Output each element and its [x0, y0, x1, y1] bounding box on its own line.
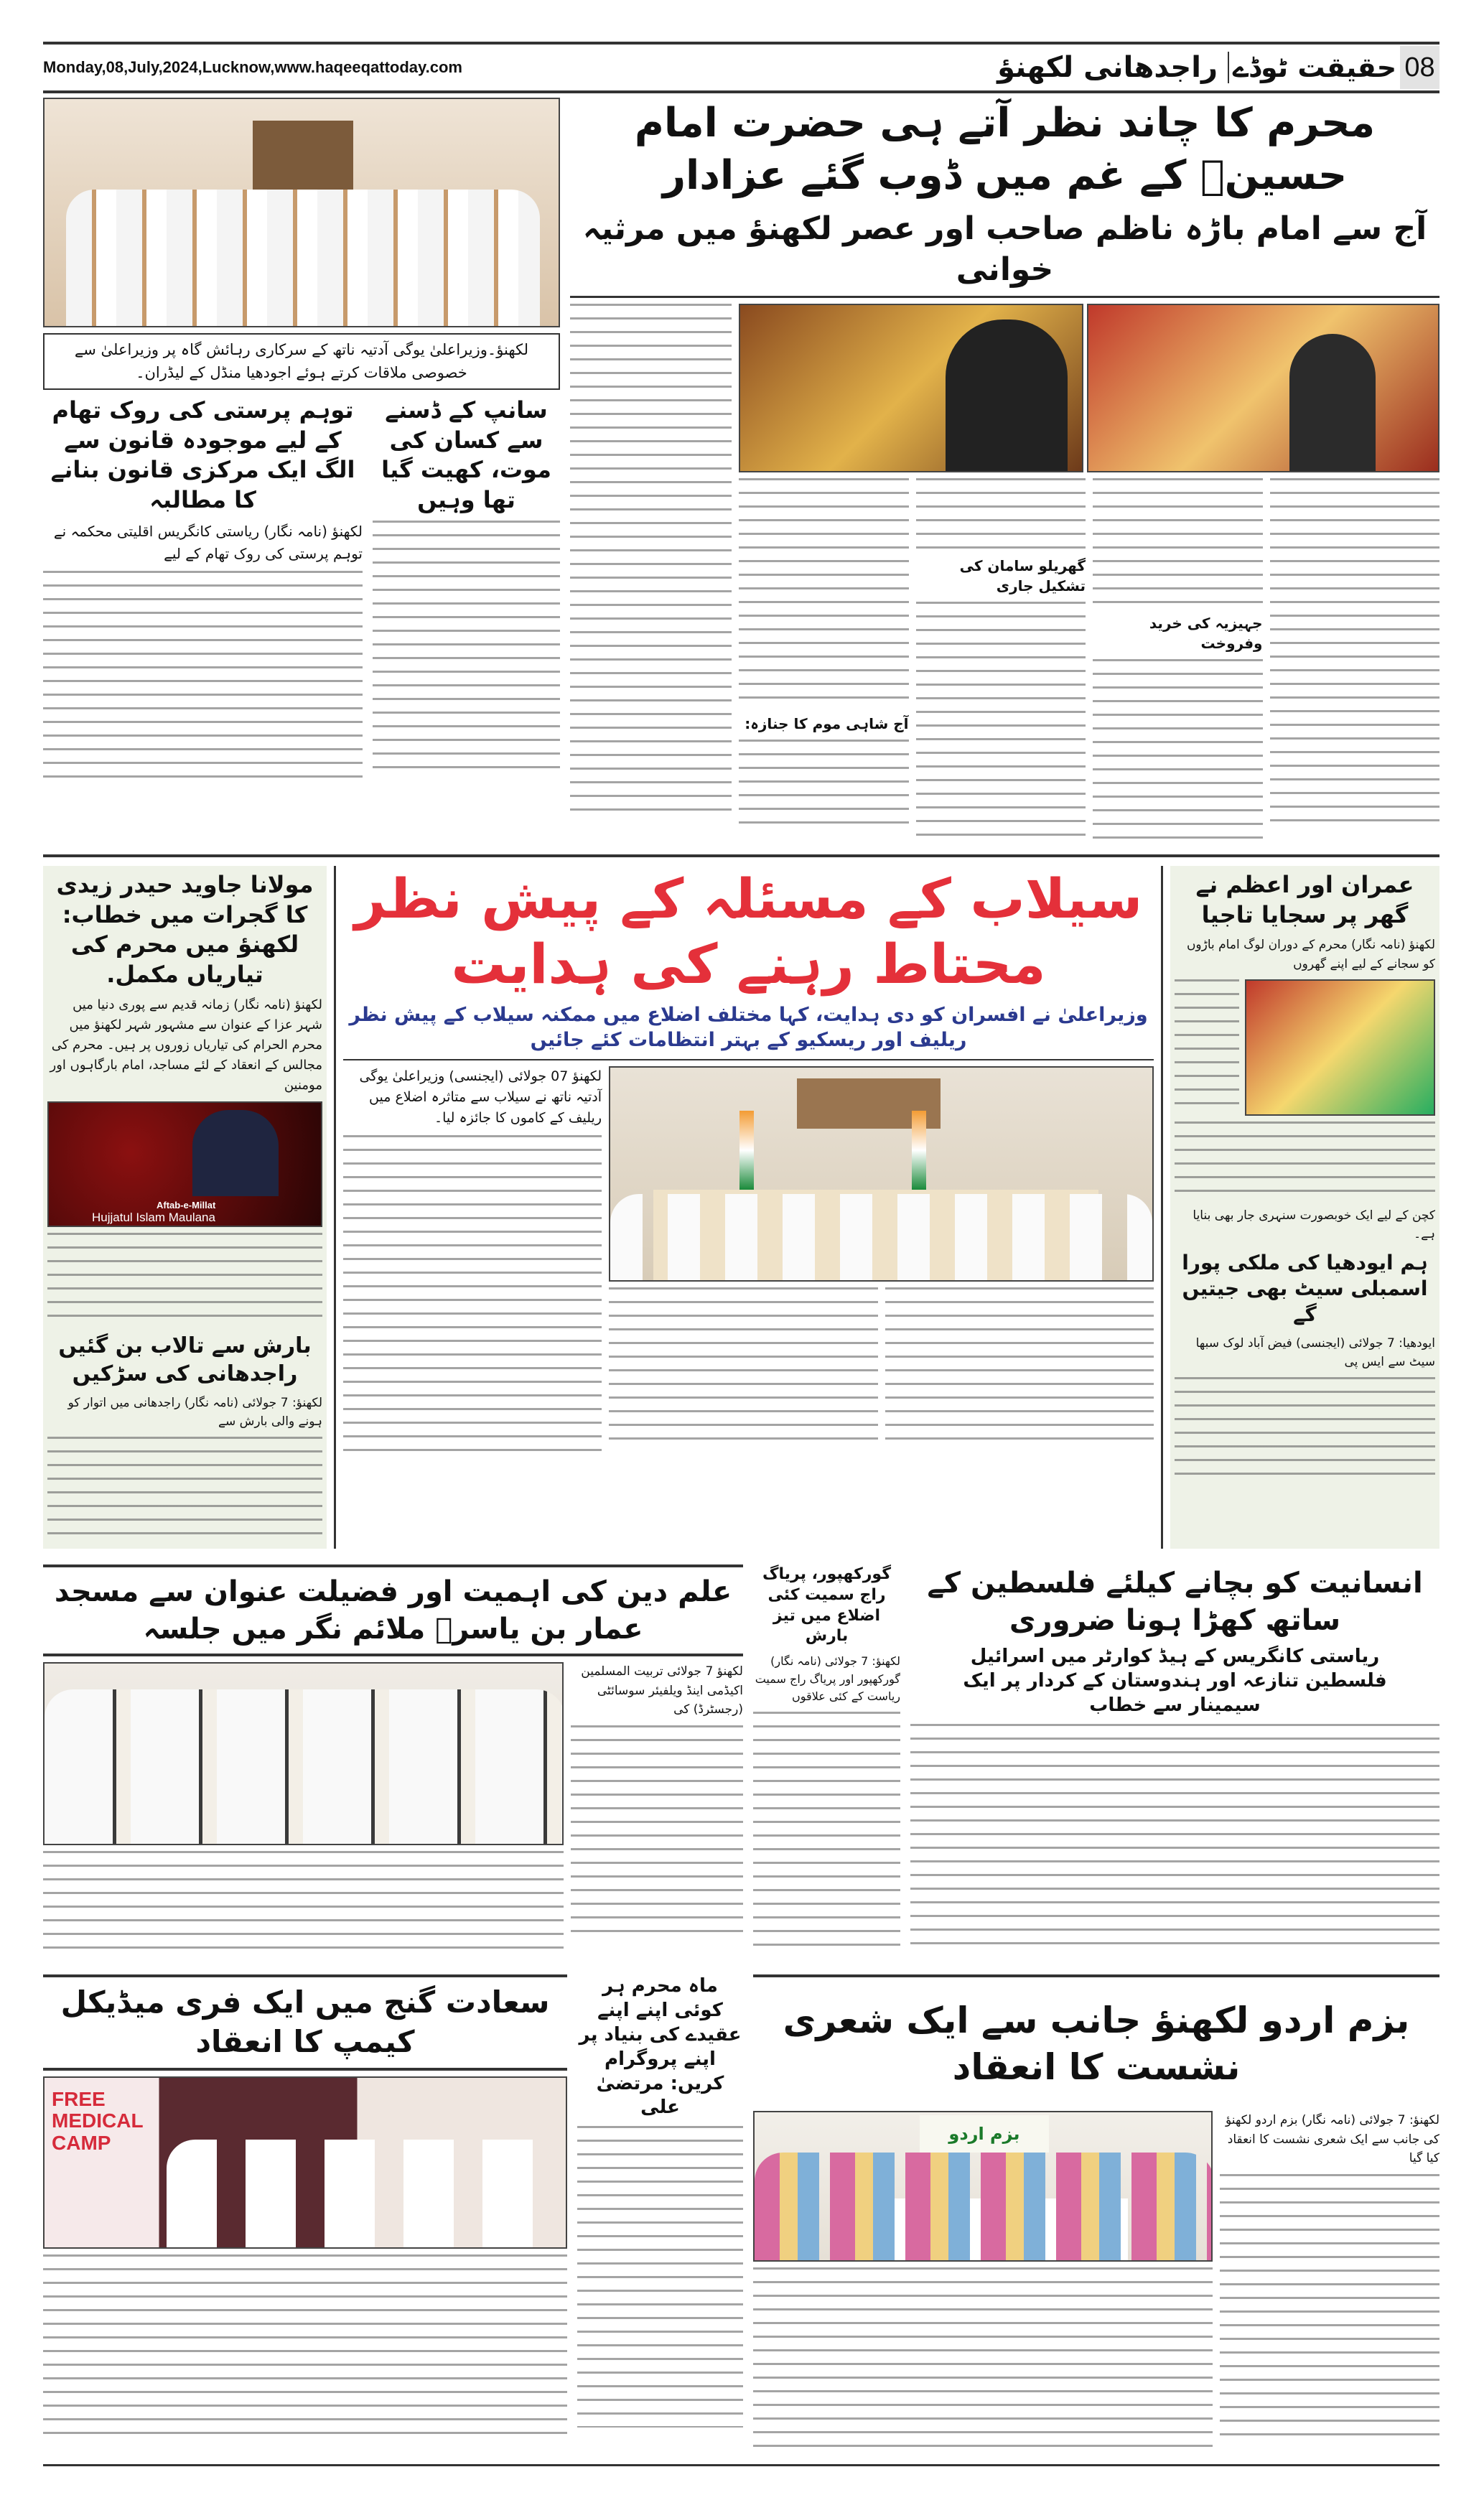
column-divider [1161, 866, 1163, 1549]
bazm-lede: لکھنؤ: 7 جولائی (نامہ نگار) بزم اردو لکھنؤ کی جانب سے ایک شعری نشست کا انعقاد کیا گیا [1225, 2113, 1439, 2166]
tazia-photo-2 [1087, 304, 1439, 472]
article-body [916, 478, 1086, 550]
palestine-subheadline: ریاستی کانگریس کے ہیڈ کوارٹر میں اسرائیل فلسطین تنازعہ اور ہندوستان کے کردار پر ایک سیمینار سے خطاب [963, 1646, 1387, 1717]
medical-headline: سعادت گنج میں ایک فری میڈیکل کیمپ کا انعقاد [60, 1985, 550, 2060]
rain-roads-lede: لکھنؤ: 7 جولائی (نامہ نگار) راجدھانی میں اتوار کو ہونے والی بارش سے [67, 1395, 322, 1430]
rule [43, 2068, 567, 2071]
story-snake-body [373, 521, 560, 779]
article-body [571, 1725, 743, 1941]
main-subheadline: آج سے امام باڑہ ناظم صاحب اور عصر لکھنؤ میں مرثیہ خوانی [582, 210, 1427, 288]
article-body [609, 1287, 878, 1445]
tazia-home-photo [1245, 979, 1435, 1116]
masthead-logo: حقیقت ٹوڈے [1228, 52, 1400, 83]
ayodhya-lede: ایودھیا: 7 جولائی (ایجنسی) فیض آباد لوک سبھا سیٹ سے ایس پی [1195, 1335, 1435, 1370]
rule [343, 1059, 1154, 1060]
bazm-headline: بزم اردو لکھنؤ جانب سے ایک شعری نشست کا انعقاد [783, 2000, 1410, 2089]
rain-roads-headline: بارش سے تالاب بن گئیں راجدھانی کی سڑکیں [58, 1333, 312, 1386]
ilm-headline: علم دین کی اہمیت اور فضیلت عنوان سے مسجد عمار بن یاسرؓ ملائم نگر میں جلسہ [54, 1575, 732, 1646]
photo-caption: لکھنؤ۔وزیراعلیٰ یوگی آدتیہ ناتھ کے سرکاری رہائش گاہ پر وزیراعلیٰ سے خصوصی ملاقات کرتے ہوئے اجودھیا منڈل کے لیڈران۔ [43, 333, 560, 390]
story-superstition-lede: لکھنؤ (نامہ نگار) ریاستی کانگریس اقلیتی محکمہ نے توہم پرستی کی روک تھام کے لیے [53, 523, 363, 563]
rule [753, 1974, 1439, 1977]
column-divider [334, 866, 336, 1549]
article-body [910, 1724, 1439, 1954]
flood-meeting-photo [609, 1066, 1154, 1282]
story-snake-headline: سانپ کے ڈسنے سے کسان کی موت، کھیت گیا تھا وہیں [381, 396, 551, 513]
sidebar-box-right [1170, 866, 1439, 1549]
story-superstition-headline: توہم پرستی کی روک تھام کے لیے موجودہ قانون سے الگ ایک مرکزی قانون بنانے کا مطالبہ [50, 396, 355, 513]
page-number: 08 [1400, 46, 1439, 89]
article-body [916, 602, 1086, 846]
banner-text: FREE MEDICAL CAMP [52, 2087, 144, 2155]
top-section [43, 98, 1439, 846]
bottom-section [43, 1974, 1439, 2454]
maulana-headline: مولانا جاوید حیدر زیدی کا گجرات میں خطاب: لکھنؤ میں محرم کی تیاریاں مکمل. [56, 870, 314, 988]
bottom-rule [43, 2464, 1439, 2466]
story-superstition-body [43, 571, 363, 786]
tazia-lede: لکھنؤ (نامہ نگار) محرم کے دوران لوگ امام باڑوں کو سجانے کے لیے اپنے گھروں [1186, 938, 1435, 971]
rain-headline: گورکھپور، پریاگ راج سمیت کئی اضلاع میں تیز بارش [762, 1565, 892, 1646]
flood-headline: سیلاب کے مسئلہ کے پیش نظر محتاط رہنے کی ہدایت [354, 866, 1143, 997]
article-body [1220, 2174, 1439, 2447]
article-body [47, 1233, 322, 1326]
tazia-headline: عمران اور اعظم نے گھر پر سجایا تاجیا [1195, 870, 1414, 928]
bazm-banner: بزم اردو [920, 2115, 1049, 2153]
article-body [1175, 1121, 1435, 1200]
page-header [43, 45, 1439, 90]
tazia-photo-1 [739, 304, 1083, 472]
article-body [47, 1437, 322, 1544]
maulana-photo [47, 1101, 322, 1227]
article-body [43, 2254, 567, 2441]
main-headline: محرم کا چاند نظر آتے ہی حضرت امام حسینؑ کے غم میں ڈوب گئے عزادار [634, 100, 1376, 199]
flood-subheadline: وزیراعلیٰ نے افسران کو دی ہدایت، کہا مختلف اضلاع میں ممکنہ سیلاب کے پیش نظر ریلیف اور ریسکیو کے بہتر انتظامات کئے جائیں [349, 1004, 1148, 1052]
palestine-headline: انسانیت کو بچانے کیلئے فلسطین کے ساتھ کھڑا ہونا ضروری [927, 1567, 1423, 1638]
section-title: راجدھانی لکھنؤ [997, 51, 1218, 84]
article-body [343, 1135, 602, 1451]
medical-camp-photo [43, 2076, 567, 2249]
article-body [1175, 979, 1239, 1116]
ayodhya-headline: ہم ایودھیا کی ملکی پورا اسمبلی سیٹ بھی جیتیں گے [1182, 1250, 1428, 1327]
rain-lede: لکھنؤ: 7 جولائی (نامہ نگار) گورکھپور اور پریاگ راج سمیت ریاست کے کئی علاقوں [755, 1654, 900, 1704]
tazia-end: کچن کے لیے ایک خوبصورت سنہری جار بھی بنایا ہے۔ [1193, 1208, 1435, 1242]
lower-section [43, 1564, 1439, 1959]
article-body [577, 2126, 743, 2428]
sidebar-box-left [43, 866, 327, 1549]
photo-overlay-name: Hujjatul Islam Maulana [92, 1210, 215, 1224]
middle-section [43, 866, 1439, 1549]
article-body [1175, 1377, 1435, 1485]
bazm-photo [753, 2111, 1213, 2262]
subhead: گھریلو سامان کی تشکیل جاری [959, 556, 1086, 594]
cm-meeting-photo [43, 98, 560, 327]
article-body [43, 1851, 564, 1959]
rule [570, 296, 1439, 298]
section-rule [43, 854, 1439, 857]
rule [43, 1974, 567, 1977]
rule [43, 1564, 743, 1567]
article-body [1270, 478, 1440, 823]
muharram-headline: ماہ محرم ہر کوئی اپنے اپنے عقیدے کی بنیاد پر اپنے پروگرام کریں: مرتضیٰ علی [579, 1975, 742, 2119]
article-body [753, 2267, 1213, 2454]
jalsa-photo [43, 1662, 564, 1845]
maulana-lede: لکھنؤ (نامہ نگار) زمانہ قدیم سے پوری دنیا میں شہر عزا کے عنوان سے مشہور شہر لکھنؤ میں محرم الحرام کی تیاریاں زوروں پر ہیں۔ محرم کی مجالس کے انعقاد کے لئے مساجد، امام بارگاہوں اور مومنین [50, 997, 322, 1093]
article-body [1093, 659, 1263, 846]
dateline: Monday,08,July,2024,Lucknow,www.haqeeqattoday.com [43, 58, 462, 76]
subhead: جہیزیہ کی خرید وفروخت [1149, 614, 1263, 652]
article-body [1093, 478, 1263, 607]
article-body [739, 740, 909, 833]
article-body [885, 1287, 1154, 1445]
article-body [753, 1712, 900, 1956]
flood-lede: لکھنؤ 07 جولائی (ایجنسی) وزیراعلیٰ یوگی آدتیہ ناتھ نے سیلاب سے متاثرہ اضلاع میں ریلیف کے کاموں کا جائزہ لیا۔ [359, 1068, 602, 1127]
article-body [739, 478, 909, 708]
rule [43, 1654, 743, 1656]
article-body [570, 304, 732, 821]
photo-overlay-title: Aftab-e-Millat [157, 1199, 216, 1211]
ilm-lede: لکھنؤ 7 جولائی تربیت المسلمین اکیڈمی اینڈ ویلفیئر سوسائٹی (رجسٹرڈ) کی [581, 1664, 743, 1717]
header-rule [43, 90, 1439, 93]
subhead: آج شاہی موم کا جنازہ: [745, 714, 909, 732]
